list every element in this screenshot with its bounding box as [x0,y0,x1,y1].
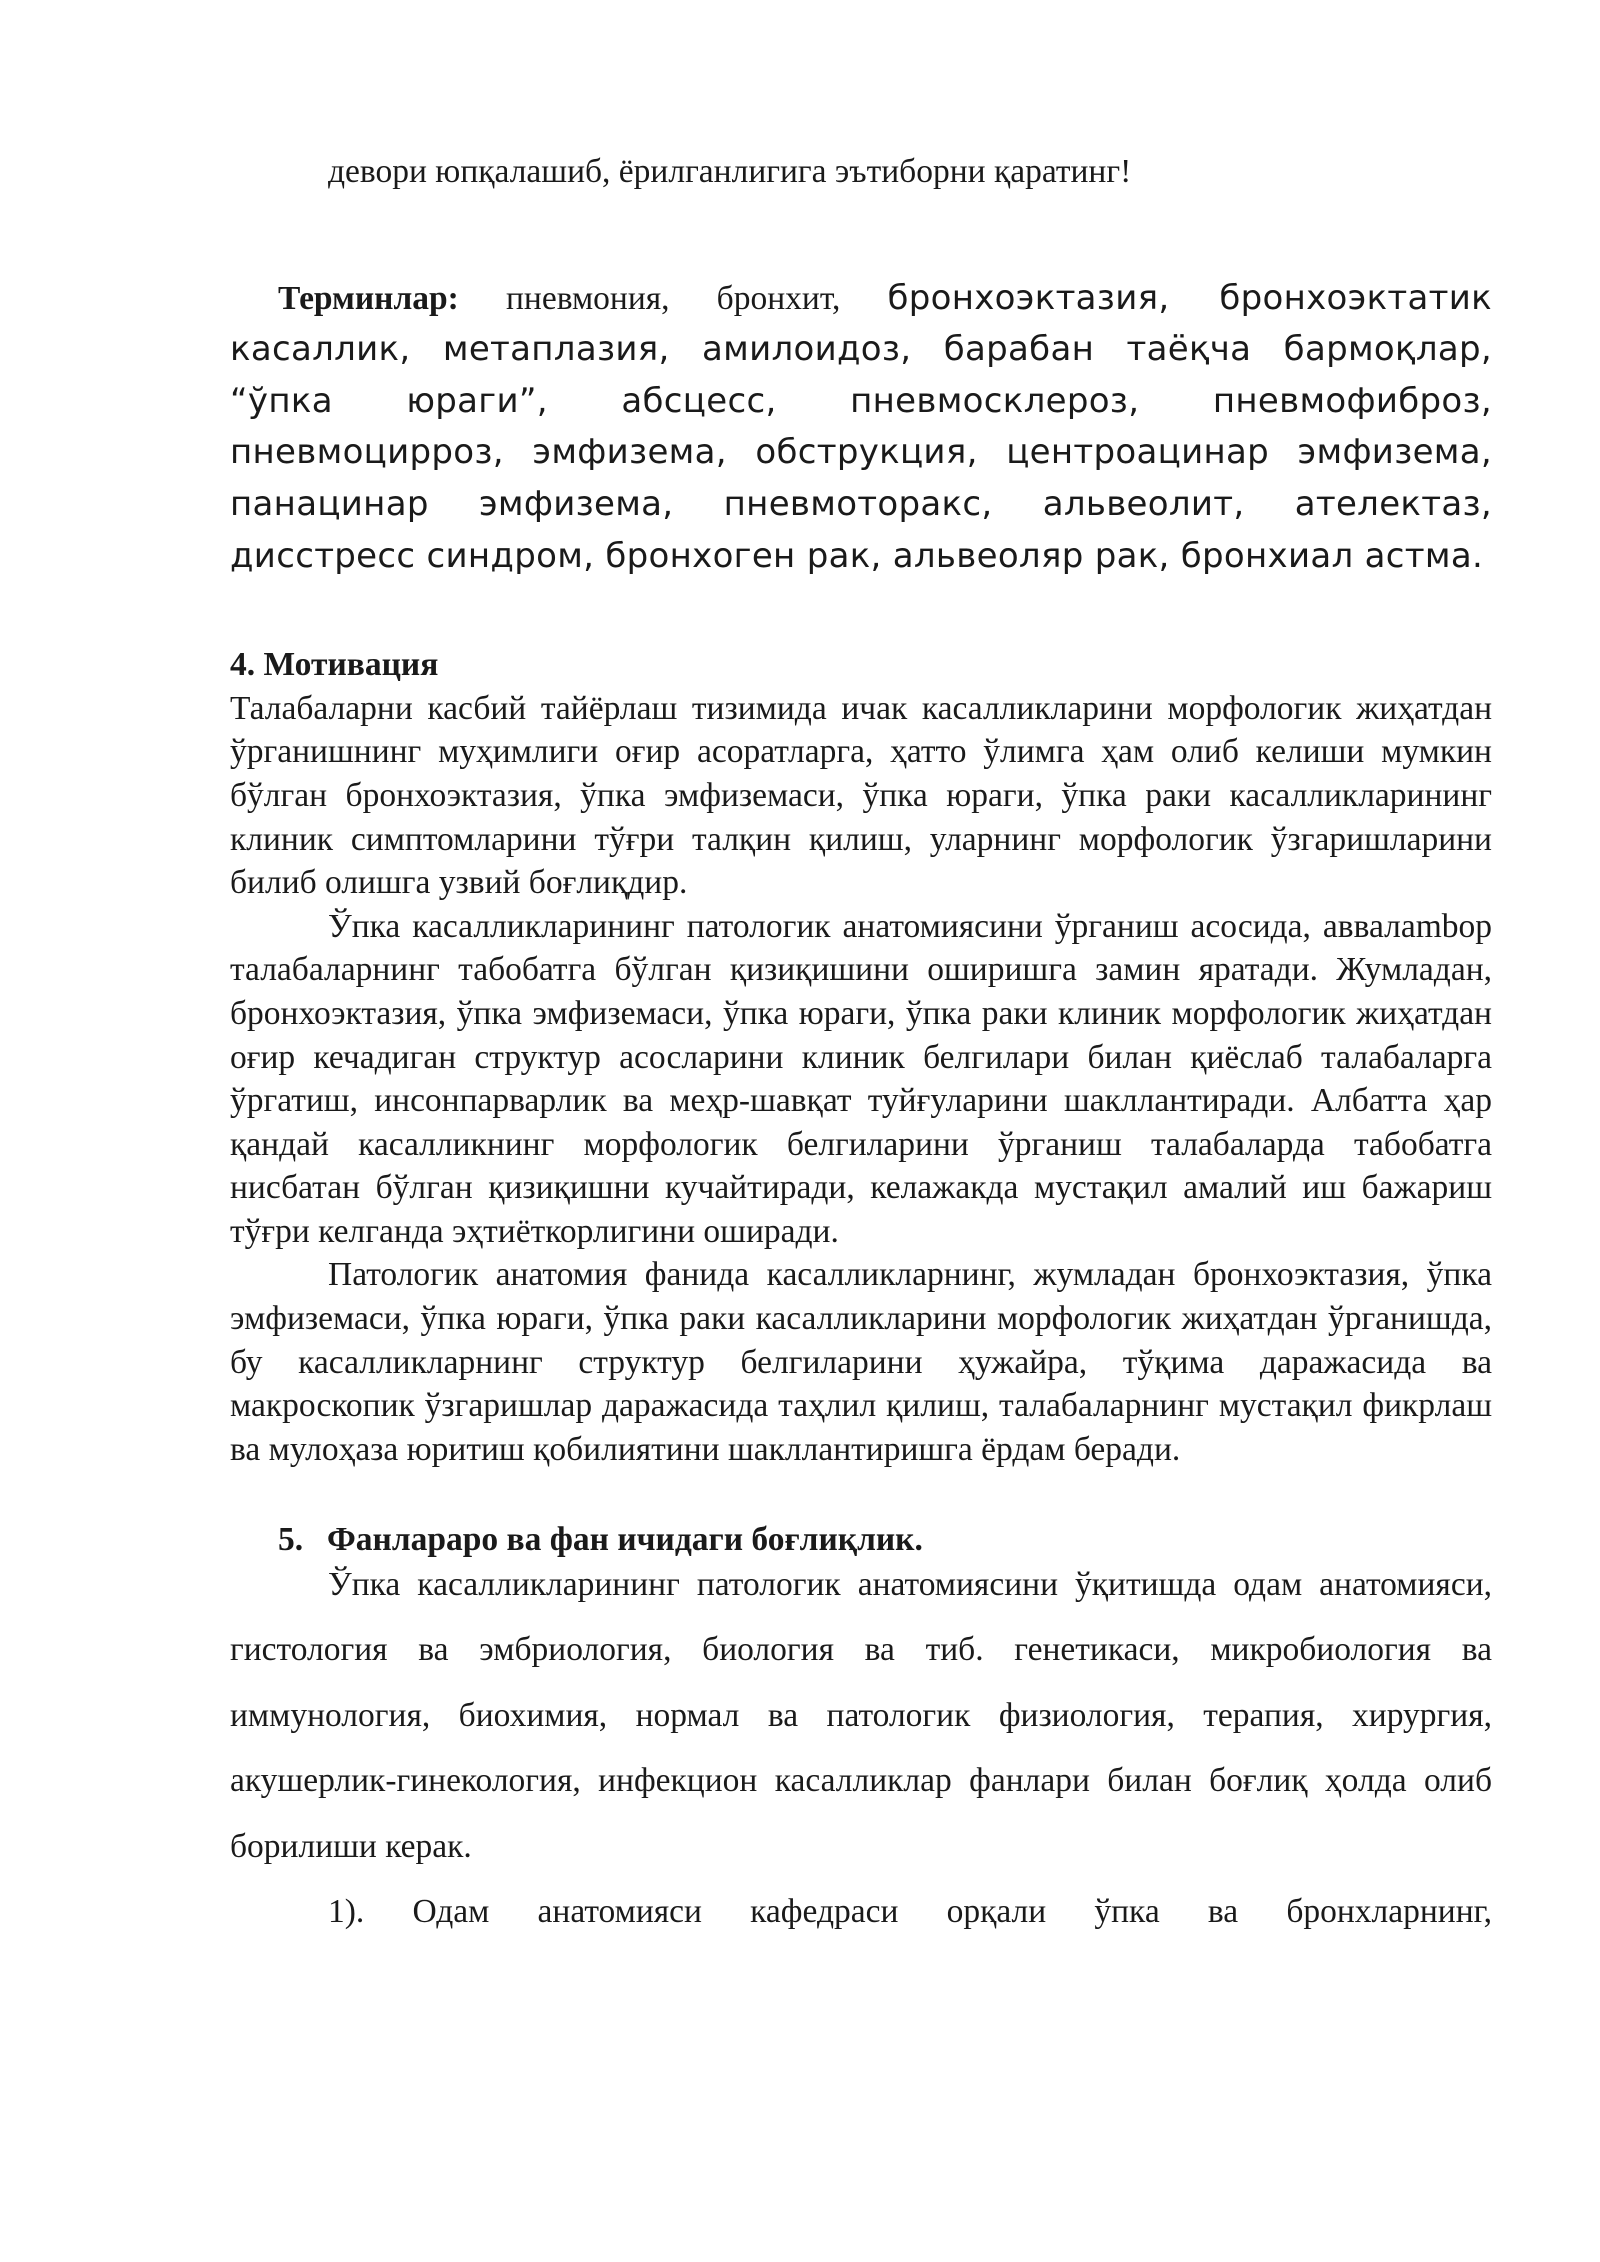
intro-line: девори юпқалашиб, ёрилганлигига эътиборни қаратинг! [328,153,1132,190]
section-5-paragraph-1: Ўпка касалликларининг патологик анатомиясини ўқитишда одам анатомияси, гистология ва эмбриология, биология ва тиб. генетикаси, микробиология ва иммунология, биохимия, нормал ва патологик физиология, терапия, хирургия, акушерлик-гинекология, инфекцион касалликлар фанлари билан боғлиқ ҳолда олиб борилиши керак. [230,1566,1492,1865]
section-4-paragraph-3: Патологик анатомия фанида касалликларнинг, жумладан бронхоэктазия, ўпка эмфиземаси, ўпка юраги, ўпка раки касалликларини морфологик жиҳатдан ўрганишда, бу касалликларнинг структур белгиларини ҳужайра, тўқима даражасида ва макроскопик ўзгаришлар даражасида таҳлил қилиш, талабаларнинг мустақил фикрлаш ва мулоҳаза юритиш қобилиятини шакллантиришга ёрдам беради. [230,1256,1492,1468]
section-4-paragraph-2: Ўпка касалликларининг патологик анатомиясини ўрганиш асосида, аввалambор талабаларнинг табобатга бўлган қизиқишини оширишга замин яратади. Жумладан, бронхоэктазия, ўпка эмфиземаси, ўпка юраги, ўпка раки клиник морфологик жиҳатдан оғир кечадиган структур асосларини клиник белгилари билан қиёслаб талабаларга ўргатиш, инсонпарварлик ва меҳр-шавқат туйғуларини шакллантиради. Албатта ҳар қандай касалликнинг морфологик белгиларини ўрганиш талабаларда табобатга нисбатан бўлган қизиқишни кучайтиради, келажакда мустақил амалий иш бажариш тўғри келганда эҳтиёткорлигини оширади. [230,907,1492,1250]
terms-label: Терминлар: [278,279,459,317]
section-5-title: Фанлараро ва фан ичидаги боғлиқлик. [327,1521,923,1559]
terms-serif-part: пневмония, бронхит, [458,279,888,317]
section-4-heading: 4. Мотивация [230,646,439,684]
section-4-paragraph-1: Талабаларни касбий тайёрлаш тизимида ичак касалликларини морфологик жиҳатдан ўрганишнинг муҳимлиги оғир асоратларга, ҳатто ўлимга ҳам олиб келиши мумкин бўлган бронхоэктазия, ўпка эмфиземаси, ўпка юраги, ўпка раки касалликларининг клиник симптомларини тўғри талқин қилиш, уларнинг морфологик ўзгаришларини билиб олишга узвий боғлиқдир. [230,689,1492,902]
terms-sans-part: бронхоэктазия, бронхоэктатик касаллик, метаплазия, амилоидоз, барабан таёқча бармоқлар, “ўпка юраги”, абсцесс, пневмосклероз, пневмофиброз, пневмоцирроз, эмфизема, обструкция, центроацинар эмфизема, панацинар эмфизема, пневмоторакс, альвеолит, ателектаз, дисстресс синдром, бронхоген рак, альвеоляр рак, бронхиал астма. [230,277,1492,576]
terms-paragraph [230,273,1492,583]
section-5-number: 5. [278,1521,304,1559]
section-5-paragraph-2: 1). Одам анатомияси кафедраси орқали ўпка ва бронхларнинг, [328,1893,1492,1931]
document-page [230,150,1492,1944]
